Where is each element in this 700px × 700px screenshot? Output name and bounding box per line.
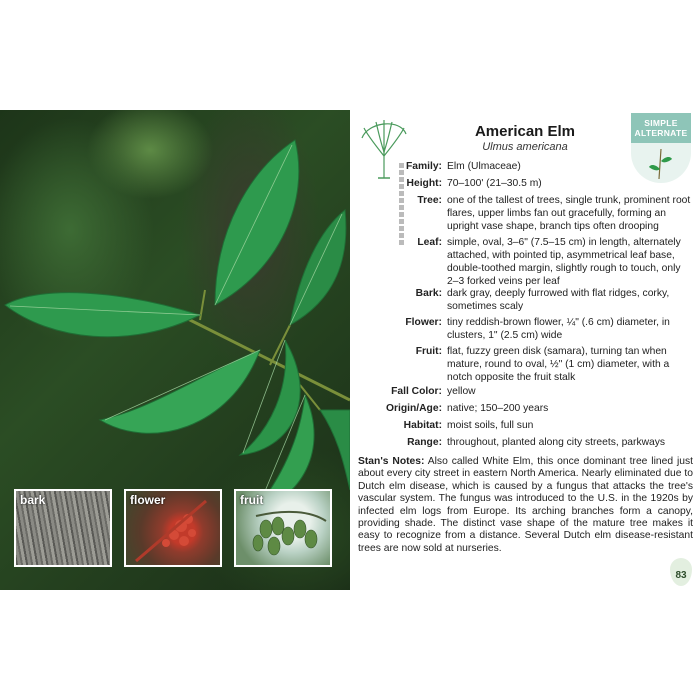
field-label: Fall Color: <box>391 386 442 397</box>
field-value: native; 150–200 years <box>447 403 549 414</box>
flower-thumbnail-label: flower <box>130 493 166 507</box>
field-bark <box>350 287 700 313</box>
field-fall-color <box>350 385 700 398</box>
bark-thumbnail <box>14 489 112 567</box>
field-fruit <box>350 345 700 384</box>
field-value: flat, fuzzy green disk (samara), turning tan when mature, round to oval, ½" (1 cm) diameter, with a notch opposite the fruit stalk <box>447 346 670 383</box>
scientific-name: Ulmus americana <box>482 141 568 153</box>
field-label: Origin/Age: <box>385 403 442 414</box>
field-value: dark gray, deeply furrowed with flat ridges, corky, sometimes scaly <box>447 288 670 312</box>
fruit-thumbnail <box>234 489 332 567</box>
field-label: Leaf: <box>417 237 442 248</box>
text-page <box>350 110 700 590</box>
flower-thumbnail <box>124 489 222 567</box>
field-height <box>350 177 700 190</box>
field-value: yellow <box>447 386 476 397</box>
field-habitat <box>350 419 700 432</box>
field-label: Range: <box>407 437 442 448</box>
field-value: tiny reddish-brown flower, ¼" (.6 cm) diameter, in clusters, 1" (2.5 cm) wide <box>447 317 670 341</box>
field-label: Tree: <box>417 195 442 206</box>
page-number-marker <box>670 558 692 588</box>
stans-notes-text: Also called White Elm, this once dominant tree lined just about every city street in eastern North America. Nearly eliminated due to Dutch elm disease, which is caused by a fungus that attacks the tree's vascular system. The fungus was introduced to the U.S. in the 1920s by infected elm logs from Europe. Its arching branches form a canopy, providing shade. The distinct vase shape of the mature tree makes it easy to recognize from a distance. Several Dutch elm disease-resistant trees are now sold at nurseries. <box>358 456 693 554</box>
field-origin-age <box>350 402 700 415</box>
field-value: Elm (Ulmaceae) <box>447 161 521 172</box>
field-value: simple, oval, 3–6" (7.5–15 cm) in length, alternately attached, with pointed tip, asymmetrical leaf base, double-toothed margin, slightly rough to touch, only 2–3 forked veins per leaf <box>447 237 681 287</box>
field-tree <box>350 194 700 233</box>
leaf-type-label <box>631 113 691 143</box>
bark-thumbnail-label: bark <box>20 493 46 507</box>
field-value: 70–100' (21–30.5 m) <box>447 178 542 189</box>
badge-line-alternate: ALTERNATE <box>634 128 688 138</box>
stans-notes-label: Stan's Notes: <box>358 456 425 467</box>
field-label: Habitat: <box>403 420 442 431</box>
field-label: Fruit: <box>415 346 442 357</box>
field-label: Flower: <box>405 317 442 328</box>
field-label: Family: <box>405 161 442 172</box>
species-title: American Elm <box>474 123 576 140</box>
field-label: Bark: <box>415 288 442 299</box>
field-leaf <box>350 236 700 288</box>
field-family <box>350 160 700 173</box>
page-number: 83 <box>675 570 687 581</box>
field-flower <box>350 316 700 342</box>
field-label: Height: <box>406 178 442 189</box>
book-spread <box>0 110 700 590</box>
field-value: throughout, planted along city streets, parkways <box>447 437 666 448</box>
field-value: moist soils, full sun <box>447 420 534 431</box>
field-range <box>350 436 700 449</box>
elm-leaf-photo <box>0 110 350 590</box>
stans-notes <box>358 456 693 555</box>
badge-line-simple: SIMPLE <box>644 118 678 128</box>
field-value: one of the tallest of trees, single trunk, prominent root flares, upper limbs fan out gracefully, forming an upright vase shape, branch tips often drooping <box>447 195 691 232</box>
fruit-thumbnail-label: fruit <box>240 493 264 507</box>
